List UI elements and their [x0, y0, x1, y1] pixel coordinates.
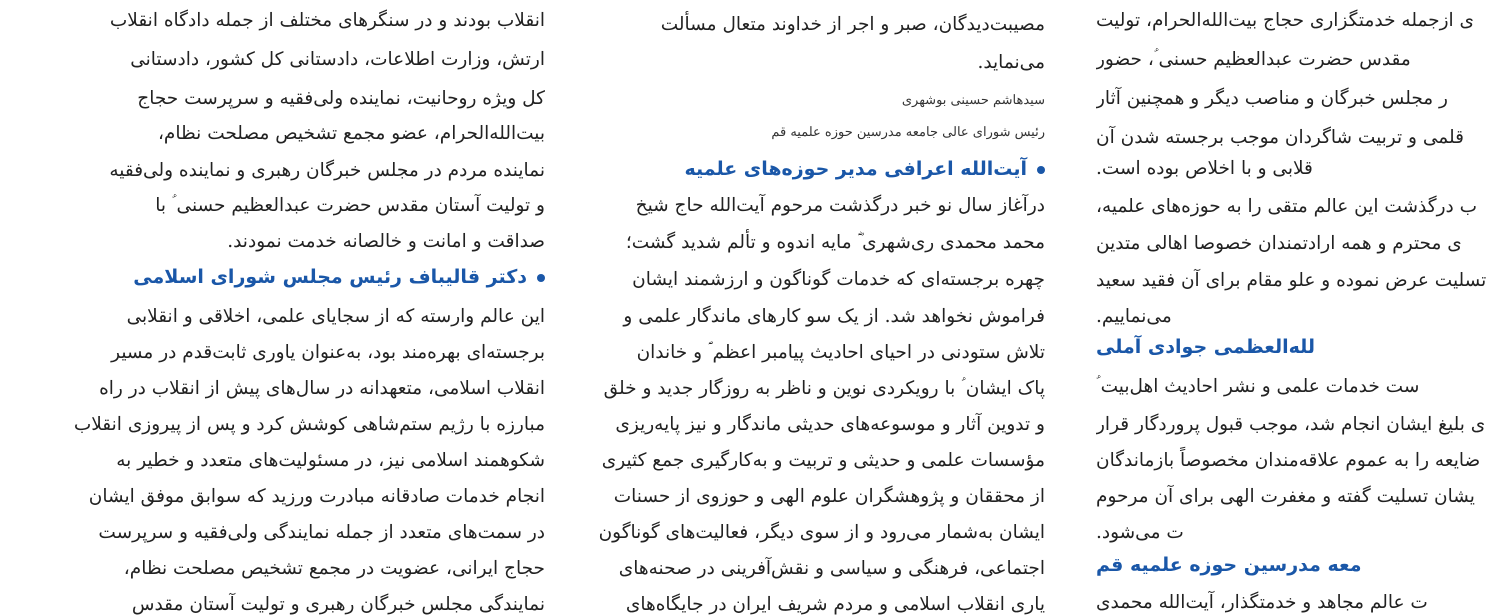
text-line: صداقت و امانت و خالصانه خدمت نمودند.	[227, 231, 545, 252]
section-heading: لله‌العظمی جوادی آملی	[1096, 336, 1316, 358]
text-line: این عالم وارسته که از سجایای علمی، اخلاقی و انقلابی	[126, 306, 545, 327]
text-line: ارتش، وزارت اطلاعات، دادستانی کل کشور، دادستانی	[130, 49, 545, 70]
text-line: نمایندگی مجلس خبرگان رهبری و تولیت آستان مقدس	[131, 594, 545, 615]
text-line: می‌نماییم.	[1096, 306, 1172, 327]
text-line: در سمت‌های متعدد از جمله نمایندگی ولی‌فقیه و سرپرست	[98, 522, 545, 543]
text-line: از محققان و پژوهشگران علوم الهی و حوزوی از حسنات	[613, 486, 1045, 507]
text-line: انقلاب اسلامی، متعهدانه در سال‌های پیش از انقلاب در راه	[99, 378, 545, 399]
signature-title: رئیس شورای عالی جامعه مدرسین حوزه علمیه قم	[771, 125, 1045, 140]
text-line: تسلیت عرض نموده و علو مقام برای آن فقید سعید	[1096, 270, 1487, 291]
text-line: انجام خدمات صادقانه مبادرت ورزید که سوابق موفق ایشان	[88, 486, 545, 507]
text-line: پاک ایشان ؑ با رویکردی نوین و ناظر به روزگار جدید و خلق	[603, 378, 1045, 399]
text-line: ت عالم مجاهد و خدمتگذار، آیت‌الله محمدی	[1096, 592, 1428, 613]
text-line: ی محترم و همه ارادتمندان خصوصا اهالی متدین	[1096, 233, 1462, 254]
text-line: کل ویژه روحانیت، نماینده ولی‌فقیه و سرپرست حجاج	[137, 88, 545, 109]
text-line: محمد محمدی ری‌شهری ؓ مایه اندوه و تألم شدید گشت؛	[625, 232, 1045, 253]
bullet-icon	[537, 274, 545, 282]
section-heading: دکتر قالیباف رئیس مجلس شورای اسلامی	[133, 258, 545, 296]
text-line: قلمی و تربیت شاگردان موجب برجسته شدن آن	[1096, 127, 1464, 148]
text-line: ی بلیغ ایشان انجام شد، موجب قبول پروردگار قرار	[1096, 414, 1486, 435]
text-line: می‌نماید.	[977, 52, 1045, 73]
text-line: و تدوین آثار و موسوعه‌های حدیثی ماندگار و نیز پایه‌ریزی	[615, 414, 1045, 435]
text-line: ست خدمات علمی و نشر احادیث اهل‌بیت ؑ	[1096, 376, 1420, 397]
text-line: شکوهمند اسلامی نیز، در مسئولیت‌های متعدد و خطیر به	[116, 450, 545, 471]
text-line: تلاش ستودنی در احیای احادیث پیامبر اعظم ؐ و خاندان	[636, 342, 1045, 363]
article-column-middle	[585, 0, 1045, 615]
text-line: مقدس حضرت عبدالعظیم حسنی ؑ، حضور	[1096, 49, 1411, 70]
text-line: حجاج ایرانی، عضویت در مجمع تشخیص مصلحت نظام،	[123, 558, 545, 579]
bullet-icon	[1037, 166, 1045, 174]
section-heading: معه مدرسین حوزه علمیه قم	[1096, 554, 1362, 576]
text-line: نماینده مردم در مجلس خبرگان رهبری و نماینده ولی‌فقیه	[109, 160, 545, 181]
text-line: یشان تسلیت گفته و مغفرت الهی برای آن مرحوم	[1096, 486, 1475, 507]
text-line: ی ازجمله خدمتگزاری حجاج بیت‌الله‌الحرام، تولیت	[1096, 10, 1475, 31]
text-line: ت می‌شود.	[1096, 522, 1184, 543]
signature-name: سیدهاشم حسینی بوشهری	[901, 93, 1045, 108]
text-line: مبارزه با رژیم ستم‌شاهی کوشش کرد و پس از پیروزی انقلاب	[73, 414, 545, 435]
text-line: درآغاز سال نو خبر درگذشت مرحوم آیت‌الله حاج شیخ	[635, 195, 1045, 216]
text-line: چهره برجسته‌ای که خدمات گوناگون و ارزشمند ایشان	[632, 269, 1045, 290]
text-line: و تولیت آستان مقدس حضرت عبدالعظیم حسنی ؑ با	[155, 195, 545, 216]
text-line: ضایعه را به عموم علاقه‌مندان مخصوصاً بازماندگان	[1096, 450, 1481, 471]
text-line: مؤسسات علمی و حدیثی و تربیت و به‌کارگیری جمع کثیری	[601, 450, 1045, 471]
text-line: قلابی و با اخلاص بوده است.	[1096, 158, 1313, 179]
text-line: ر مجلس خبرگان و مناصب دیگر و همچنین آثار	[1096, 88, 1448, 109]
text-line: ایشان به‌شمار می‌رود و از سوی دیگر، فعالیت‌های گوناگون	[598, 522, 1045, 543]
article-column-right	[1096, 0, 1500, 615]
article-column-left	[70, 0, 545, 615]
text-line: انقلاب بودند و در سنگرهای مختلف از جمله دادگاه انقلاب	[109, 10, 545, 31]
text-line: اجتماعی، فرهنگی و سیاسی و نقش‌آفرینی در صحنه‌های	[618, 558, 1045, 579]
text-line: برجسته‌ای بهره‌مند بود، به‌عنوان یاوری ثابت‌قدم در مسیر	[111, 342, 545, 363]
text-line: ب درگذشت این عالم متقی را به حوزه‌های علمیه،	[1096, 196, 1478, 217]
text-line: یاری انقلاب اسلامی و مردم شریف ایران در جایگاه‌های	[625, 594, 1045, 615]
section-heading: آیت‌الله اعرافی مدیر حوزه‌های علمیه	[684, 150, 1045, 188]
text-line: مصیبت‌دیدگان، صبر و اجر از خداوند متعال مسألت	[660, 14, 1045, 35]
text-line: بیت‌الله‌الحرام، عضو مجمع تشخیص مصلحت نظام،	[157, 123, 545, 144]
text-line: فراموش نخواهد شد. از یک سو کارهای ماندگار علمی و	[623, 306, 1045, 327]
